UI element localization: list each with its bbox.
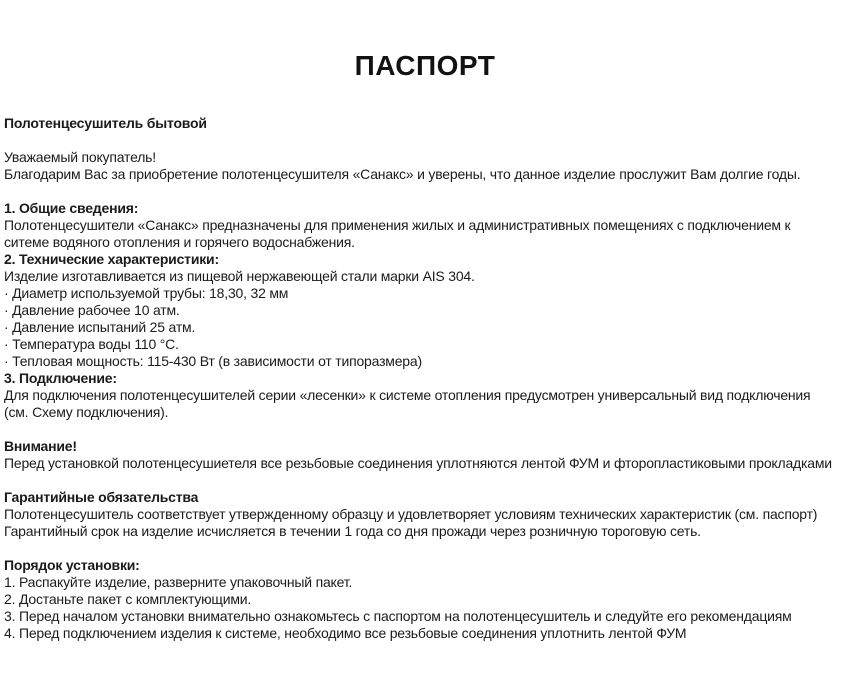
document-line: Полотенцесушитель соответствует утвержденному образцу и удовлетворяет условиям технических характеристик (см. паспорт): [4, 506, 818, 522]
document-line: Порядок установки:: [4, 557, 140, 573]
document-line: 3. Подключение:: [4, 370, 117, 386]
document-line: · Температура воды 110 °С.: [4, 336, 179, 352]
document-line: Для подключения полотенцесушителей серии «лесенки» к системе отопления предусмотрен универсальный вид подключения: [4, 387, 811, 403]
page-title: ПАСПОРТ: [354, 50, 496, 81]
document-line: 3. Перед началом установки внимательно ознакомьтесь с паспортом на полотенцесушитель и следуйте его рекомендациям: [4, 608, 792, 624]
document-line: Гарантийные обязательства: [4, 489, 199, 505]
document-line: ситеме водяного отопления и горячего водоснабжения.: [4, 234, 355, 250]
document-line-spacer: [4, 183, 848, 200]
document-line: Полотенцесушители «Санакс» предназначены для применения жилых и административных помещениях с подключением к: [4, 217, 791, 233]
document-line-spacer: [4, 421, 848, 438]
document-line: 4. Перед подключением изделия к системе, необходимо все резьбовые соединения уплотнить лентой ФУМ: [4, 625, 687, 641]
document-line: · Давление испытаний 25 атм.: [4, 319, 196, 335]
document-line: Внимание!: [4, 438, 77, 454]
document-line: Благодарим Вас за приобретение полотенцесушителя «Санакс» и уверены, что данное изделие прослужит Вам долгие годы.: [4, 166, 801, 182]
document-line: 1. Распакуйте изделие, разверните упаковочный пакет.: [4, 574, 353, 590]
document-line: Уважаемый покупатель!: [4, 149, 156, 165]
document-line-spacer: [4, 472, 848, 489]
document-line: 1. Общие сведения:: [4, 200, 139, 216]
document-line-spacer: [4, 540, 848, 557]
document-line: (см. Схему подключения).: [4, 404, 169, 420]
document-line: · Диаметр используемой трубы: 18,30, 32 мм: [4, 285, 289, 301]
document-line: Перед установкой полотенцесушиетеля все резьбовые соединения уплотняются лентой ФУМ и фторопластиковыми прокладками: [4, 455, 832, 471]
document-line: Гарантийный срок на изделие исчисляется в течении 1 года со дня прожади через розничную тороговую сеть.: [4, 523, 701, 539]
document-line: 2. Технические характеристики:: [4, 251, 219, 267]
document-line: 2. Достаньте пакет с комплектующими.: [4, 591, 252, 607]
document-line-spacer: [4, 132, 848, 149]
document-line: Полотенцесушитель бытовой: [4, 115, 207, 131]
document-line: · Давление рабочее 10 атм.: [4, 302, 180, 318]
document-body: [0, 82, 850, 642]
document-line: · Тепловая мощность: 115-430 Вт (в зависимости от типоразмера): [4, 353, 422, 369]
document-line: Изделие изготавливается из пищевой нержавеющей стали марки AIS 304.: [4, 268, 475, 284]
